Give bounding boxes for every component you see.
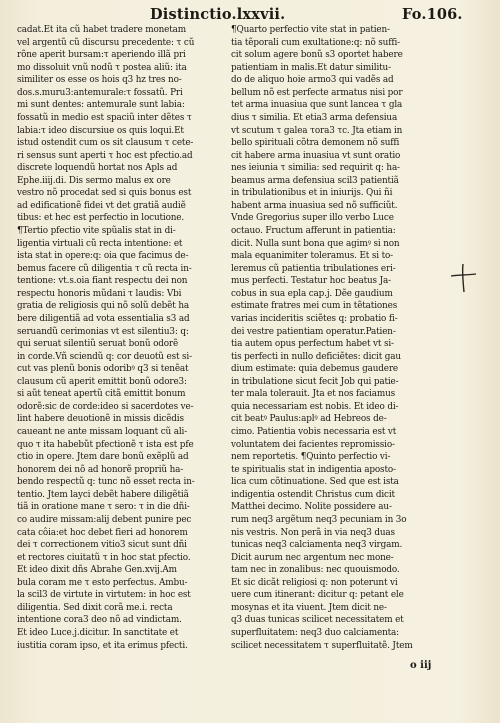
- text-line: scilicet necessitatem τ superfluitatẽ. Jtem: [231, 640, 413, 651]
- header-title: Distinctio.lxxvii.: [150, 6, 286, 23]
- text-line: cimo. Patientia vobis necessaria est vt: [231, 427, 397, 437]
- text-line: mala equanimiter toleramus. Et si to-: [231, 251, 393, 262]
- text-line: Dicit aurum nec argentum nec mone-: [231, 552, 394, 563]
- text-line: odorẽ:sic de corde:ideo si sacerdotes ve-: [17, 401, 194, 412]
- text-line: mi sunt dentes: antemurale sunt labia:: [17, 100, 185, 111]
- text-line: ligentia virtuali cũ recta intentione: et: [17, 238, 183, 249]
- text-line: estimate fratres mei cum in tẽtationes: [231, 301, 398, 312]
- running-header: [150, 4, 480, 26]
- text-line: bere diligentiã ad vota essentialia s3 ad: [17, 313, 190, 324]
- text-line: similiter os esse os hois q3 hz tres no-: [17, 75, 182, 86]
- text-line: respectu honoris mũdani τ laudis: Vbi: [17, 288, 182, 299]
- text-line: dium estimate: quia debemus gaudere: [231, 364, 399, 375]
- text-line: Matthei decimo. Nolite possidere au-: [231, 502, 392, 513]
- text-line: clausum cũ aperit emittit bonũ odore3:: [17, 376, 187, 387]
- text-line: dius τ similia. Et etia3 arma defensiua: [231, 112, 398, 123]
- text-line: bellum nõ est perfecte armatus nisi por: [231, 87, 403, 98]
- text-line: te spiritualis stat in indigentia aposto-: [231, 464, 396, 475]
- text-line: q3 duas tunicas scilicet necessitatem et: [231, 615, 404, 626]
- text-line: cit beatꝰ Paulus:aplꝰ ad Hebreos de-: [231, 414, 387, 425]
- text-line: in corde.Vñ sciendũ q: cor deuotũ est si-: [17, 351, 192, 362]
- text-line: mosynas et ita viuent. Jtem dicit ne-: [231, 602, 387, 613]
- text-line: tentione: vt.s.oia fiant respectu dei non: [17, 276, 188, 287]
- text-line: tibus: et hec est perfectio in locutione.: [17, 213, 185, 224]
- right-text-column: [231, 24, 436, 652]
- text-line: bendo respectũ q: tunc nõ esset recta in-: [17, 477, 195, 488]
- text-line: patientiam in malis.Et datur similitu-: [231, 62, 391, 73]
- text-line: dei vestre patientiam operatur.Patien-: [231, 326, 396, 337]
- text-line: istud ostendit cum os sit clausum τ cete-: [17, 138, 194, 149]
- text-line: ¶Tertio pfectio vite spũalis stat in di-: [17, 226, 176, 236]
- text-line: bula coram me τ esto perfectus. Ambu-: [17, 577, 188, 588]
- text-line: Vnde Gregorius super illo verbo Luce: [231, 213, 394, 224]
- text-line: in tribulationibus et in iniurijs. Qui ñi: [231, 188, 393, 199]
- text-line: vel argentũ cũ discursu precedente: τ cũ: [17, 37, 195, 48]
- text-line: si aũt teneat apertũ citã emittit bonum: [17, 389, 186, 400]
- text-line: do de aliquo hoie armo3 qui vadẽs ad: [231, 75, 394, 86]
- text-line: qui seruat silentiũ seruat bonũ odorẽ: [17, 339, 179, 350]
- text-line: in tribulatione sicut fecit Job qui patie-: [231, 376, 399, 387]
- text-line: caueant ne ante missam loquant cũ ali-: [17, 427, 188, 437]
- text-line: lica cum cõtinuatione. Sed que est ista: [231, 477, 399, 488]
- text-line: varias incideritis sciẽtes q: probatio fi-: [231, 313, 398, 324]
- text-line: vestro nõ procedat sed si quis bonus est: [17, 188, 192, 199]
- text-line: mo dissoluit vnũ nodũ τ postea aliũ: ita: [17, 62, 187, 73]
- text-line: et rectores ciuitatũ τ in hoc stat pfectio.: [17, 552, 191, 563]
- text-line: Et sic dicãt religiosi q: non poterunt vi: [231, 577, 398, 588]
- text-line: dei τ correctionem vitio3 sicut sunt dñi: [17, 540, 187, 551]
- text-line: gratia de religiosis qui nõ solũ debẽt ha: [17, 301, 189, 312]
- text-line: bello spirituali cõtra demonem nõ suffi: [231, 138, 400, 149]
- text-line: dos.s.muru3:antemurale:τ fossatũ. Pri: [17, 87, 183, 98]
- text-line: rõne aperit bursam:τ aperiendo illã pri: [17, 50, 186, 61]
- text-line: cata côia:et hoc debet fieri ad honorem: [17, 527, 188, 538]
- text-line: tam nec in zonalibus: nec quouismodo.: [231, 565, 400, 576]
- text-line: co audire missam:alij debent punire pec: [17, 514, 192, 525]
- text-line: cit habere arma inuasiua vt sunt oratio: [231, 150, 401, 161]
- marginal-cross-mark: [449, 262, 477, 294]
- text-line: Et ideo dixit dñs Abrahe Gen.xvij.Am: [17, 565, 177, 576]
- text-line: tia tẽporali cum exultatione:q: nõ suffi-: [231, 37, 400, 48]
- text-line: tentio. Jtem layci debẽt habere diligẽtiã: [17, 489, 189, 500]
- text-line: ad edificationẽ fidei vt det gratiã audiẽ: [17, 200, 186, 211]
- text-line: tiã in oratione mane τ sero: τ in die dñi-: [17, 502, 190, 513]
- text-line: diligentia. Sed dixit corã me.i. recta: [17, 602, 173, 613]
- text-line: Ephe.iiij.di. Dis sermo malus ex ore: [17, 175, 171, 186]
- text-line: iustitia coram ipso, et ita erimus pfecti.: [17, 640, 188, 651]
- text-line: beamus arma defensiua scil3 patientiã: [231, 175, 399, 186]
- text-line: nis vestris. Non perã in via neq3 duas: [231, 527, 395, 538]
- text-line: ri sensus sunt aperti τ hoc est pfectio.ad: [17, 150, 193, 161]
- text-line: octauo. Fructum afferunt in patientia:: [231, 226, 396, 236]
- folio-number: Fo.106.: [402, 6, 463, 23]
- text-line: cobus in sua epla cap.j. Dẽe gaudium: [231, 288, 393, 299]
- text-line: tet arma inuasiua que sunt lancea τ gla: [231, 100, 403, 111]
- text-line: ter mala tolerauit. Jta et nos faciamus: [231, 389, 396, 400]
- text-line: ctio in opere. Jtem dare bonũ exẽplũ ad: [17, 452, 189, 463]
- text-line: labia:τ ideo discursiue os quis loqui.Et: [17, 125, 184, 136]
- text-line: cadat.Et ita cũ habet tradere monetam: [17, 25, 187, 35]
- text-line: tunicas neq3 calciamenta neq3 virgam.: [231, 540, 403, 551]
- text-line: nem reportetis. ¶Quinto perfectio vi-: [231, 452, 391, 463]
- text-line: intentione cora3 deo nõ ad vindictam.: [17, 615, 182, 626]
- text-line: ¶Quarto perfectio vite stat in patien-: [231, 25, 390, 35]
- text-line: honorem dei nõ ad honorẽ propriũ ha-: [17, 464, 184, 475]
- text-line: indigentia ostendit Christus cum dicit: [231, 489, 395, 500]
- text-line: tis perfecti in nullo deficiẽtes: dicit gau: [231, 351, 401, 362]
- text-line: nes ieiunia τ similia: sed requirit q: ha-: [231, 163, 400, 174]
- text-line: quia necessariam est nobis. Et ideo di-: [231, 401, 399, 412]
- text-line: rum neq3 argẽtum neq3 pecuniam in 3o: [231, 514, 407, 525]
- text-line: cut vas plenũ bonis odoribꝰ q3 si tenẽat: [17, 364, 189, 375]
- text-line: seruandũ cerimonias vt est silentiu3: q:: [17, 326, 189, 337]
- text-line: vt scutum τ galea τora3 τc. Jta etiam in: [231, 125, 403, 136]
- text-line: bemus facere cũ diligentia τ cũ recta in-: [17, 263, 192, 274]
- text-line: habent arma inuasiua sed nõ sufficiũt.: [231, 200, 398, 211]
- text-line: fossatũ in medio est spaciũ inter dẽtes τ: [17, 112, 192, 123]
- signature-mark: o iij: [410, 660, 432, 671]
- text-line: la scil3 de virtute in virtutem: in hoc est: [17, 590, 191, 601]
- text-line: Et ideo Luce.j.dicitur. In sanctitate et: [17, 628, 179, 638]
- text-line: voluntatem dei facientes repromissio-: [231, 439, 395, 450]
- text-line: dicit. Nulla sunt bona que agimꝰ si non: [231, 238, 400, 249]
- text-line: quo τ ita habebũt pfectionẽ τ ista est pfe: [17, 439, 194, 450]
- text-line: leremus cũ patientia tribulationes eri-: [231, 263, 396, 274]
- text-line: tia autem opus perfectum habet vt si-: [231, 339, 394, 350]
- left-text-column: [17, 24, 222, 652]
- text-line: lint habere deuotionẽ in missis dicẽdis: [17, 414, 184, 425]
- text-line: superfluitatem: neq3 duo calciamenta:: [231, 628, 399, 638]
- text-line: cit solum agere bonũ s3 oportet habere: [231, 50, 403, 61]
- text-line: uere cum itinerant: dicitur q: petant ele: [231, 590, 404, 601]
- text-line: ista stat in opere:q: oia que facimus de-: [17, 251, 189, 262]
- text-line: discrete loquendũ hortat nos Apls ad: [17, 163, 178, 174]
- text-line: mus perfecti. Testatur hoc beatus Ja-: [231, 276, 391, 287]
